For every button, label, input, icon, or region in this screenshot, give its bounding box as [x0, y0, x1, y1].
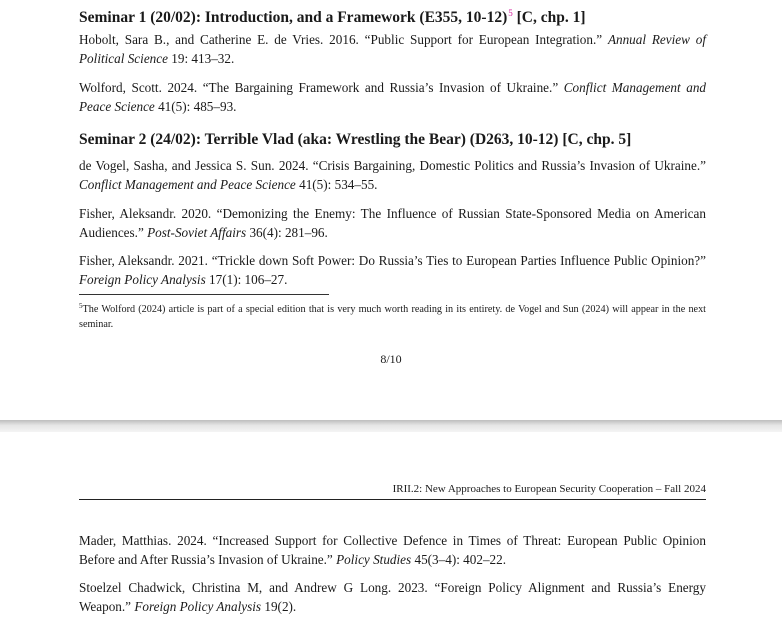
seminar-2-heading: Seminar 2 (24/02): Terrible Vlad (aka: Wrestling the Bear) (D263, 10-12) [C, chp. 5] — [79, 131, 632, 148]
page-number: 8/10 — [380, 352, 402, 366]
reference-entry: Wolford, Scott. 2024. “The Bargaining Framework and Russia’s Invasion of Ukraine.” Conflict Management and Peace Science 41(5): 485–93. — [79, 80, 707, 115]
header-rule — [79, 499, 706, 500]
seminar-2-section — [79, 130, 706, 149]
footnote-rule — [79, 294, 329, 295]
pdf-page-9 — [0, 432, 782, 624]
running-header: IRII.2: New Approaches to European Security Cooperation – Fall 2024 — [392, 483, 706, 495]
footnote-5-link[interactable]: 5 — [508, 8, 513, 18]
reference-entry: Mader, Matthias. 2024. “Increased Support for Collective Defence in Times of Threat: European Public Opinion Before and After Russia’s Invasion of Ukraine.” Policy Studies 45(3–4): 402–22. — [79, 533, 706, 568]
footnote-5: $^5$The Wolford (2024) article is part of a special edition that is very much worth reading in its entirety. de Vogel and Sun (2024) will appear in the next seminar. — [79, 302, 706, 330]
reference-entry: Stoelzel Chadwick, Christina M, and Andrew G Long. 2023. “Foreign Policy Alignment and Russia’s Energy Weapon.” Foreign Policy Analysis 19(2). — [79, 580, 706, 615]
reference-entry: Fisher, Aleksandr. 2020. “Demonizing the Enemy: The Influence of Russian State-Sponsored Media on American Audiences.” Post-Soviet Affairs 36(4): 281–96. — [79, 206, 706, 241]
page-separator — [0, 420, 782, 432]
seminar-1-section — [79, 4, 706, 27]
seminar-1-heading: Seminar 1 (20/02): Introduction, and a Framework (E355, 10-12)$^5$ [C, chp. 1] — [79, 8, 586, 26]
reference-entry: de Vogel, Sasha, and Jessica S. Sun. 2024. “Crisis Bargaining, Domestic Politics and Russia’s Invasion of Ukraine.” Conflict Management and Peace Science 41(5): 534–55. — [79, 158, 706, 193]
reference-entry: Hobolt, Sara B., and Catherine E. de Vries. 2016. “Public Support for European Integration.” Annual Review of Political Science 19: 413–32. — [79, 32, 706, 67]
reference-entry: Fisher, Aleksandr. 2021. “Trickle down Soft Power: Do Russia’s Ties to European Parties Influence Public Opinion?” Foreign Policy Analysis 17(1): 106–27. — [79, 253, 706, 288]
